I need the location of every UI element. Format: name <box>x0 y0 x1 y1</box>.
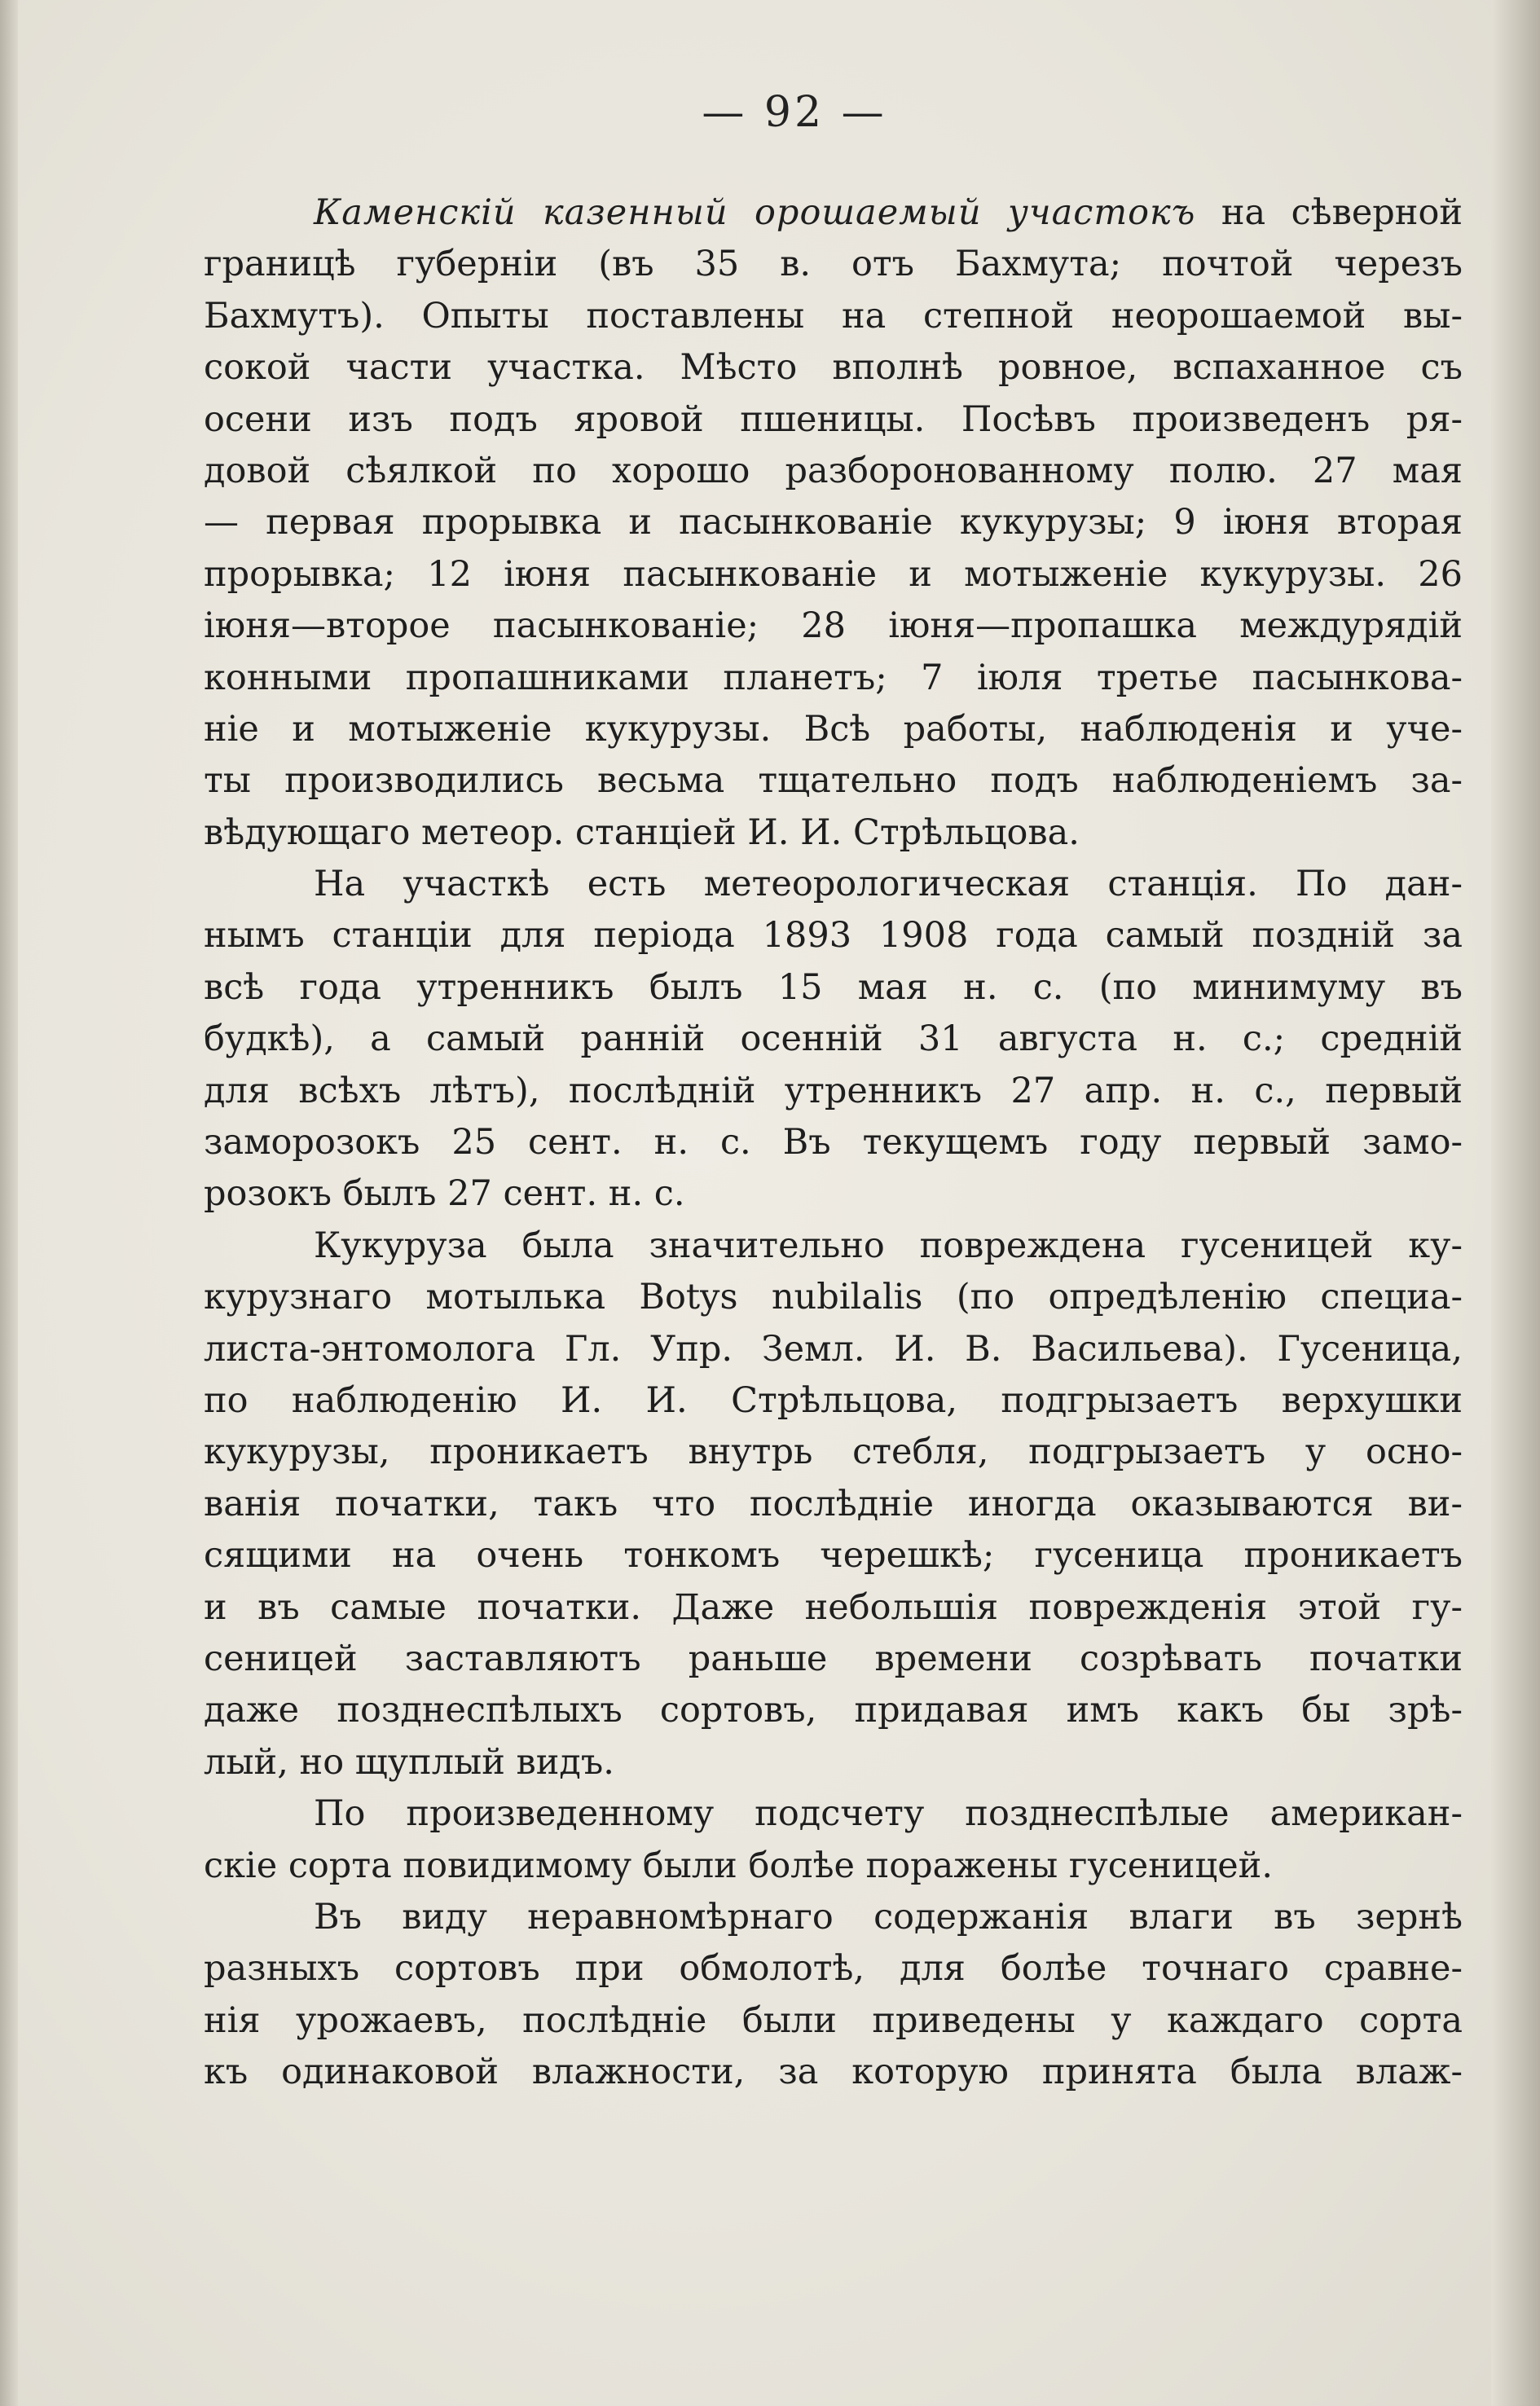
paragraph-1-line-1 <box>204 187 1463 239</box>
text-line: осени изъ подъ яровой пшеницы. Посѣвъ произведенъ ря- <box>204 398 1463 440</box>
scan-edge-left <box>0 0 18 2406</box>
text-line: По произведенному подсчету позднеспѣлые американ- <box>314 1793 1463 1835</box>
text-line: кукурузы, проникаетъ внутрь стебля, подгрызаетъ у осно- <box>204 1432 1463 1473</box>
text-line: ніе и мотыженіе кукурузы. Всѣ работы, наблюденія и уче- <box>204 708 1463 750</box>
text-line: листа-энтомолога Гл. Упр. Земл. И. В. Васильева). Гусеница, <box>204 1328 1463 1370</box>
text-line: по наблюденію И. И. Стрѣльцова, подгрызаетъ верхушки <box>204 1379 1463 1421</box>
text-line: конными пропашниками планетъ; 7 іюля третье пасынкова- <box>204 657 1463 698</box>
text-line: даже позднеспѣлыхъ сортовъ, придавая имъ какъ бы зрѣ- <box>204 1690 1463 1731</box>
text-line: — первая прорывка и пасынкованіе кукурузы; 9 іюня вторая <box>204 502 1463 543</box>
text-line: нымъ станціи для періода 1893 1908 года самый поздній за <box>204 915 1463 957</box>
text-line: къ одинаковой влажности, за которую принята была влаж- <box>204 2052 1463 2093</box>
text-line: Кукуруза была значительно повреждена гусеницей ку- <box>314 1225 1463 1266</box>
scan-edge-right <box>1491 0 1540 2406</box>
text-line: разныхъ сортовъ при обмолотѣ, для болѣе точнаго сравне- <box>204 1948 1463 1990</box>
text-line: прорывка; 12 іюня пасынкованіе и мотыженіе кукурузы. 26 <box>204 553 1463 595</box>
text-line: для всѣхъ лѣтъ), послѣдній утренникъ 27 апр. н. с., первый <box>204 1070 1463 1111</box>
text-line: На участкѣ есть метеорологическая станція. По дан- <box>314 864 1463 905</box>
text-line: курузнаго мотылька Botys nubilalis (по опредѣленію специа- <box>204 1277 1463 1318</box>
text-line: довой сѣялкой по хорошо разборонованному полю. 27 мая <box>204 450 1463 491</box>
text-line: Бахмутъ). Опыты поставлены на степной неорошаемой вы- <box>204 295 1463 336</box>
page-number: — 92 — <box>702 88 887 137</box>
text-line: лый, но щуплый видъ. <box>204 1741 614 1783</box>
text-line: нія урожаевъ, послѣдніе были приведены у каждаго сорта <box>204 1999 1463 2041</box>
text-line: розокъ былъ 27 сент. н. с. <box>204 1173 685 1215</box>
text-line: границѣ губерніи (въ 35 в. отъ Бахмута; почтой черезъ <box>204 244 1463 285</box>
text-line: ванія початки, такъ что послѣдніе иногда оказываются ви- <box>204 1483 1463 1524</box>
paragraph-1-first-rest: на сѣверной <box>1221 192 1463 233</box>
body-text <box>204 187 1463 2098</box>
text-line: заморозокъ 25 сент. н. с. Въ текущемъ году первый замо- <box>204 1122 1463 1163</box>
text-line: будкѣ), а самый ранній осенній 31 августа н. с.; средній <box>204 1018 1463 1060</box>
text-line: ты производились весьма тщательно подъ наблюденіемъ за- <box>204 760 1463 802</box>
text-line: сящими на очень тонкомъ черешкѣ; гусеница проникаетъ <box>204 1535 1463 1577</box>
text-line: вѣдующаго метеор. станціей И. И. Стрѣльцова. <box>204 812 1080 853</box>
paragraph-1-italic-heading: Каменскій казенный орошаемый участокъ <box>314 192 1196 233</box>
text-line: сеницей заставляютъ раньше времени созрѣвать початки <box>204 1638 1463 1679</box>
text-line: сокой части участка. Мѣсто вполнѣ ровное, вспаханное съ <box>204 347 1463 389</box>
text-line: Въ виду неравномѣрнаго содержанія влаги въ зернѣ <box>314 1896 1463 1938</box>
text-line: и въ самые початки. Даже небольшія поврежденія этой гу- <box>204 1586 1463 1628</box>
text-line: іюня—второе пасынкованіе; 28 іюня—пропашка междурядій <box>204 605 1463 647</box>
text-line: всѣ года утренникъ былъ 15 мая н. с. (по минимуму въ <box>204 966 1463 1008</box>
text-line: скіе сорта повидимому были болѣе поражены гусеницей. <box>204 1845 1273 1886</box>
